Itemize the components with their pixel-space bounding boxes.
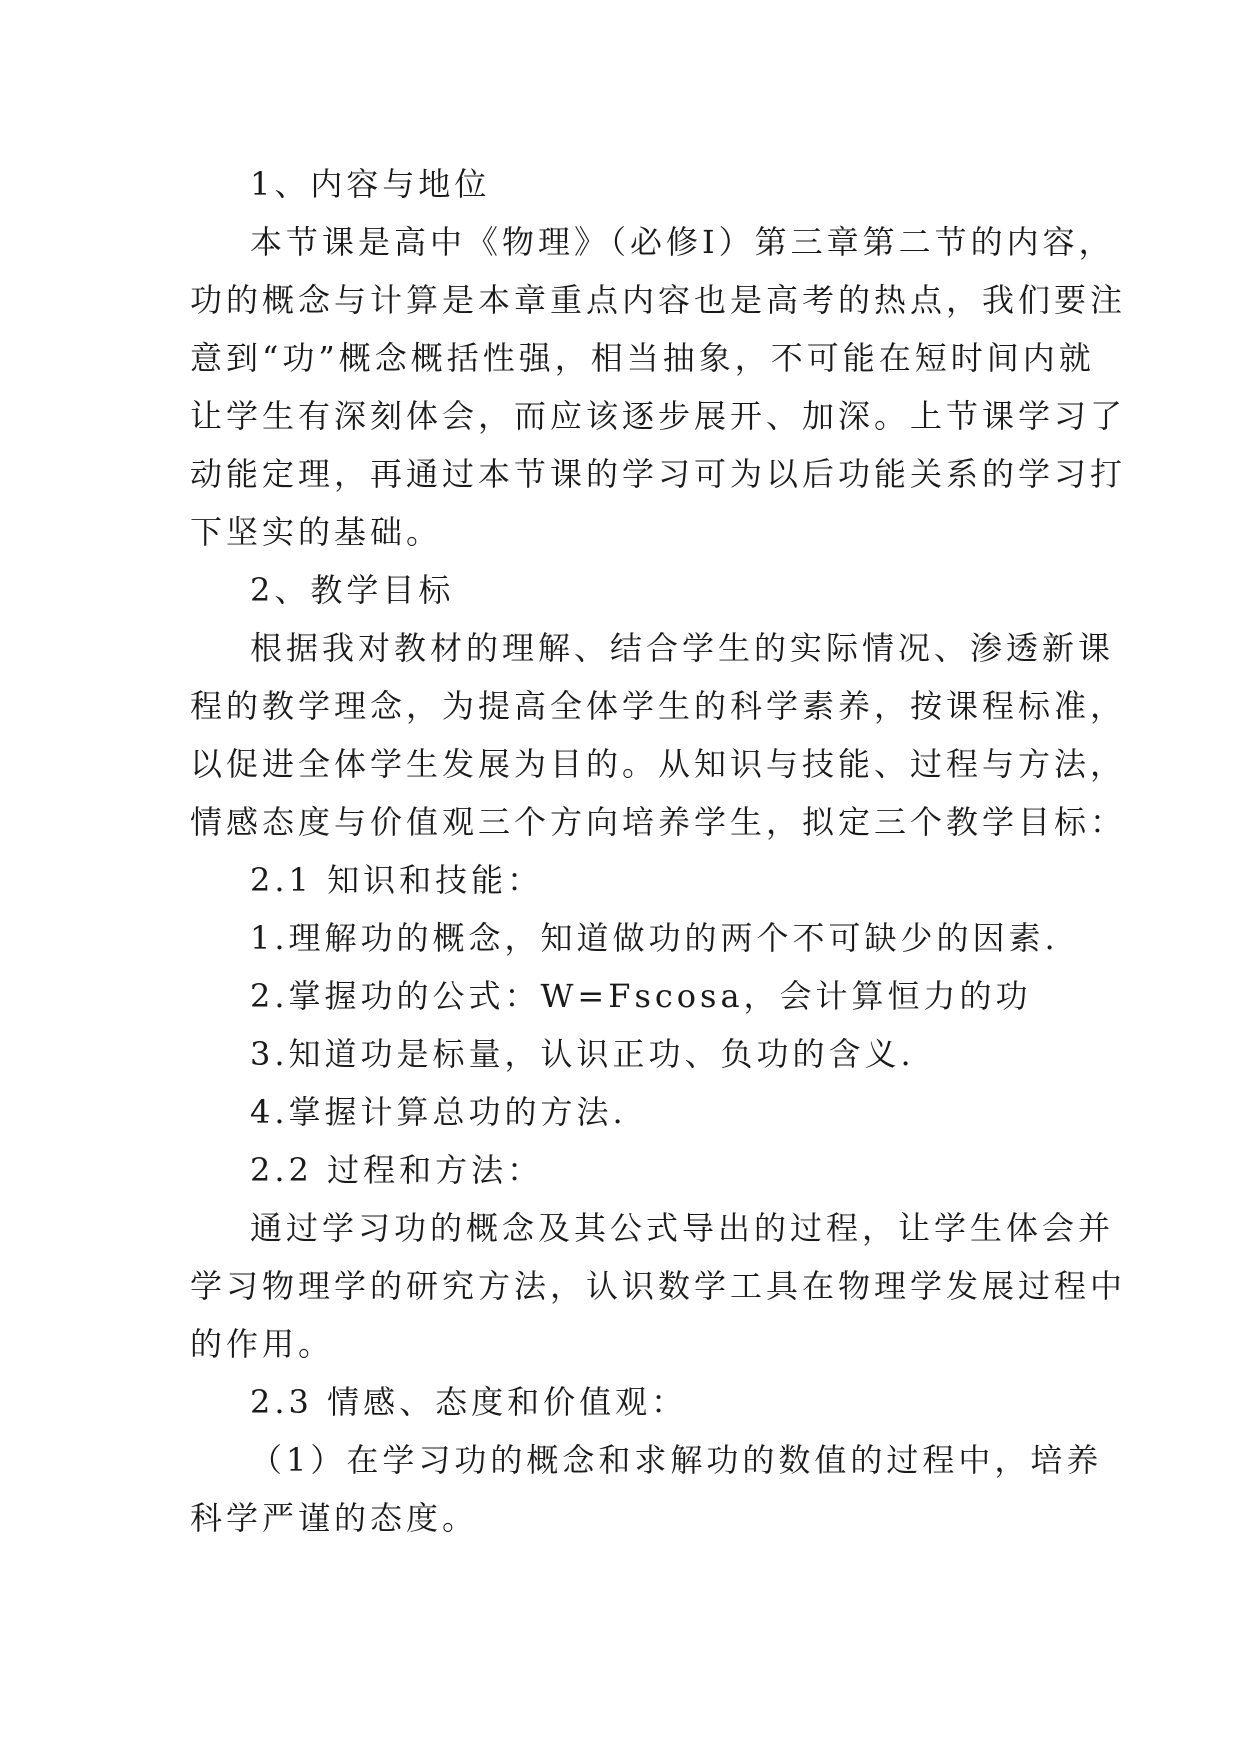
paragraph-line: 让学生有深刻体会，而应该逐步展开、加深。上节课学习了 (190, 397, 1127, 435)
paragraph-line: 通过学习功的概念及其公式导出的过程，让学生体会并 (250, 1209, 1115, 1247)
list-item: 2.掌握功的公式：W=Fscosa，会计算恒力的功 (250, 977, 1032, 1015)
section-heading-teaching-goals: 2、教学目标 (250, 571, 455, 609)
list-item: 4.掌握计算总功的方法. (250, 1093, 627, 1131)
subsection-heading-knowledge-skills: 2.1 知识和技能： (250, 861, 544, 899)
paragraph-line: 的作用。 (190, 1325, 335, 1363)
paragraph-line: 根据我对教材的理解、结合学生的实际情况、渗透新课 (250, 629, 1115, 667)
paragraph-line: 学习物理学的研究方法，认识数学工具在物理学发展过程中 (190, 1267, 1127, 1305)
paragraph-line: 动能定理，再通过本节课的学习可为以后功能关系的学习打 (190, 455, 1127, 493)
paragraph-line: 程的教学理念，为提高全体学生的科学素养，按课程标准， (190, 687, 1127, 725)
paragraph-line: 情感态度与价值观三个方向培养学生，拟定三个教学目标： (190, 803, 1127, 841)
paragraph-line: 意到“功”概念概括性强，相当抽象，不可能在短时间内就 (190, 339, 1095, 377)
paragraph-line: 以促进全体学生发展为目的。从知识与技能、过程与方法， (190, 745, 1127, 783)
paragraph-line: 功的概念与计算是本章重点内容也是高考的热点，我们要注 (190, 281, 1127, 319)
paragraph-line: 本节课是高中《物理》（必修Ⅰ）第三章第二节的内容， (250, 223, 1115, 261)
paragraph-line: （1）在学习功的概念和求解功的数值的过程中，培养 (250, 1441, 1103, 1479)
list-item: 3.知道功是标量，认识正功、负功的含义. (250, 1035, 915, 1073)
section-heading-content-position: 1、内容与地位 (250, 165, 491, 203)
subsection-heading-process-methods: 2.2 过程和方法： (250, 1151, 544, 1189)
paragraph-line: 下坚实的基础。 (190, 513, 443, 551)
paragraph-line: 科学严谨的态度。 (190, 1499, 479, 1537)
list-item: 1.理解功的概念，知道做功的两个不可缺少的因素. (250, 919, 1059, 957)
subsection-heading-emotion-values: 2.3 情感、态度和价值观： (250, 1383, 688, 1421)
